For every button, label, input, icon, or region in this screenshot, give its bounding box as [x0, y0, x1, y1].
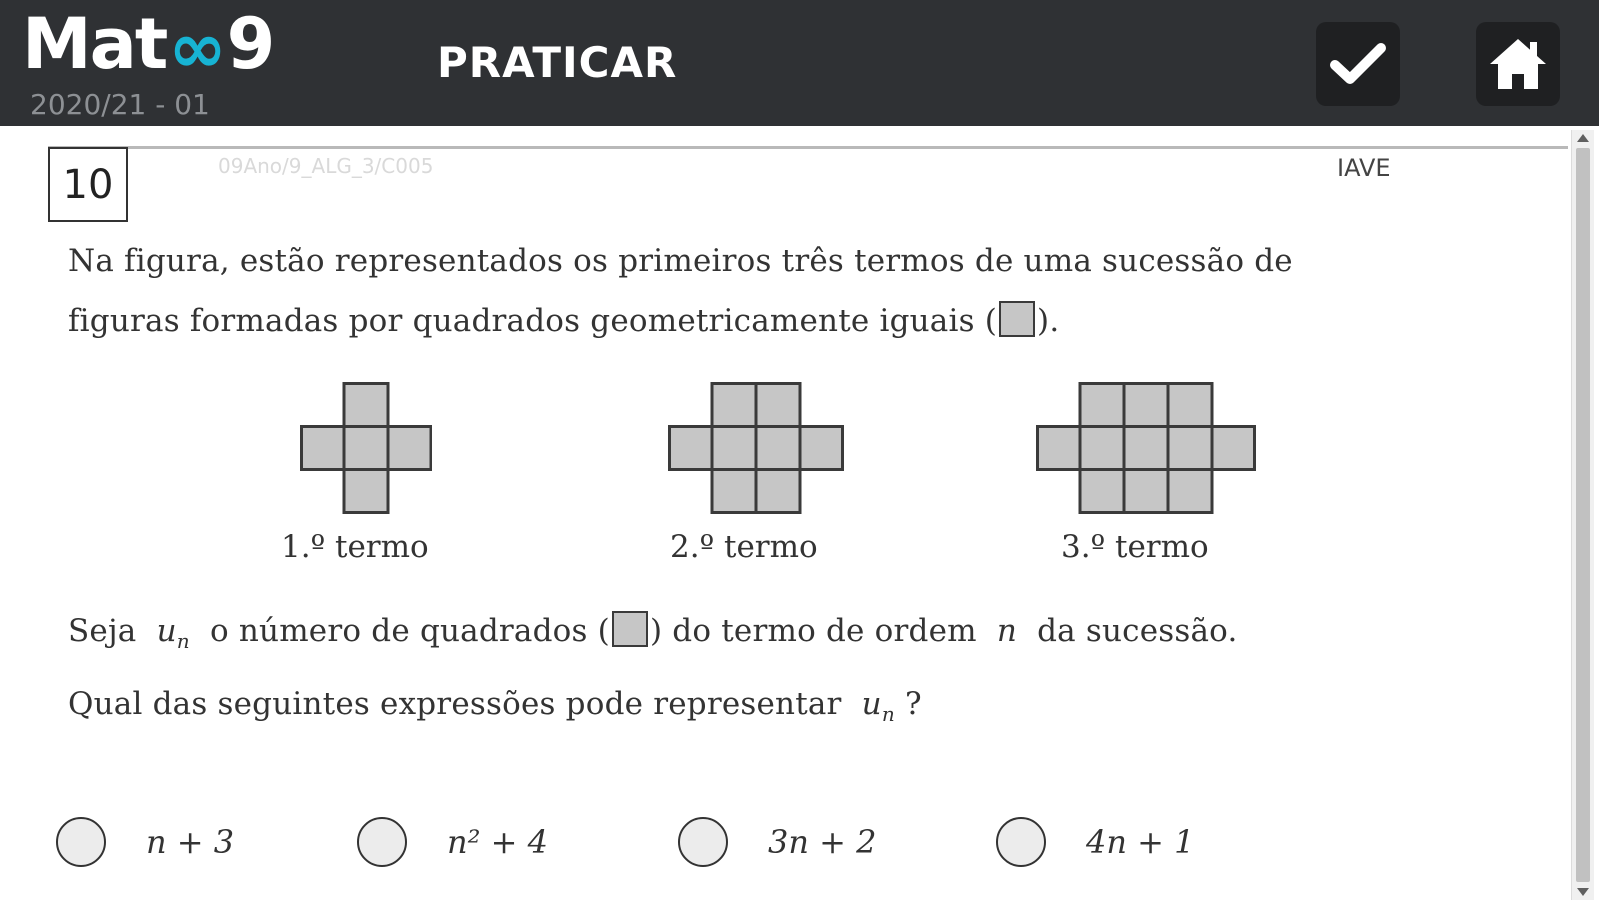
- line4-text-a: Qual das seguintes expressões pode representar: [68, 686, 842, 722]
- home-icon: [1487, 36, 1549, 92]
- radio-button[interactable]: [357, 817, 407, 867]
- answer-option-b[interactable]: [357, 815, 548, 869]
- option-text: n + 3: [146, 823, 235, 861]
- var-sub: n: [881, 702, 895, 727]
- figure-term-2: [668, 382, 844, 514]
- figure-label-3: 3.º termo: [1061, 529, 1209, 565]
- answer-option-c[interactable]: [678, 815, 876, 869]
- figure-term-3: [1036, 382, 1256, 514]
- vertical-scrollbar[interactable]: [1571, 130, 1594, 900]
- line3-text-b: o número de quadrados (: [209, 613, 610, 649]
- question-source: IAVE: [1337, 154, 1391, 182]
- radio-button[interactable]: [56, 817, 106, 867]
- radio-button[interactable]: [678, 817, 728, 867]
- radio-button[interactable]: [996, 817, 1046, 867]
- page-title: PRATICAR: [437, 38, 678, 87]
- scrollbar-thumb[interactable]: [1576, 148, 1590, 882]
- check-answer-button[interactable]: [1316, 22, 1400, 106]
- logo-text-left: Mat: [22, 3, 167, 85]
- line2-end: ).: [1037, 303, 1060, 339]
- variable-u-n: [861, 686, 895, 727]
- var-sub: n: [176, 629, 190, 654]
- var-u: u: [861, 686, 882, 722]
- app-logo: [22, 2, 274, 89]
- line3-text-c: ) do termo de ordem: [649, 613, 977, 649]
- option-text: n² + 4: [447, 823, 548, 861]
- checkmark-icon: [1330, 41, 1386, 87]
- figure-term-1: [300, 382, 432, 514]
- variable-u-n: [156, 613, 190, 654]
- line4-text-b: ?: [905, 686, 922, 722]
- top-bar: [0, 0, 1599, 126]
- answer-option-d[interactable]: [996, 815, 1194, 869]
- answer-option-a[interactable]: [56, 815, 234, 869]
- question-text-line-1: Na figura, estão representados os primeiros três termos de uma sucessão de: [68, 243, 1293, 279]
- edition-label: 2020/21 - 01: [30, 88, 210, 121]
- line3-text-a: Seja: [68, 613, 137, 649]
- home-button[interactable]: [1476, 22, 1560, 106]
- question-text-line-2: [68, 301, 1059, 339]
- infinity-icon: ∞: [168, 7, 225, 89]
- scroll-down-arrow-icon[interactable]: [1577, 888, 1589, 896]
- line3-text-d: da sucessão.: [1037, 613, 1238, 649]
- figure-label-1: 1.º termo: [281, 529, 429, 565]
- question-text-line-4: [68, 686, 922, 726]
- square-icon: [999, 301, 1035, 337]
- logo-text-right: 9: [226, 3, 274, 85]
- question-number: 10: [48, 147, 128, 222]
- square-icon: [612, 611, 648, 647]
- question-text-line-3: [68, 611, 1238, 653]
- question-top-border: [48, 146, 1568, 149]
- option-text: 4n + 1: [1086, 823, 1195, 861]
- scroll-up-arrow-icon[interactable]: [1577, 134, 1589, 142]
- figure-label-2: 2.º termo: [670, 529, 818, 565]
- line2-text: figuras formadas por quadrados geometricamente iguais (: [68, 303, 998, 339]
- var-u: u: [156, 613, 177, 649]
- option-text: 3n + 2: [768, 823, 877, 861]
- question-code: 09Ano/9_ALG_3/C005: [218, 154, 434, 178]
- variable-n: n: [996, 613, 1017, 649]
